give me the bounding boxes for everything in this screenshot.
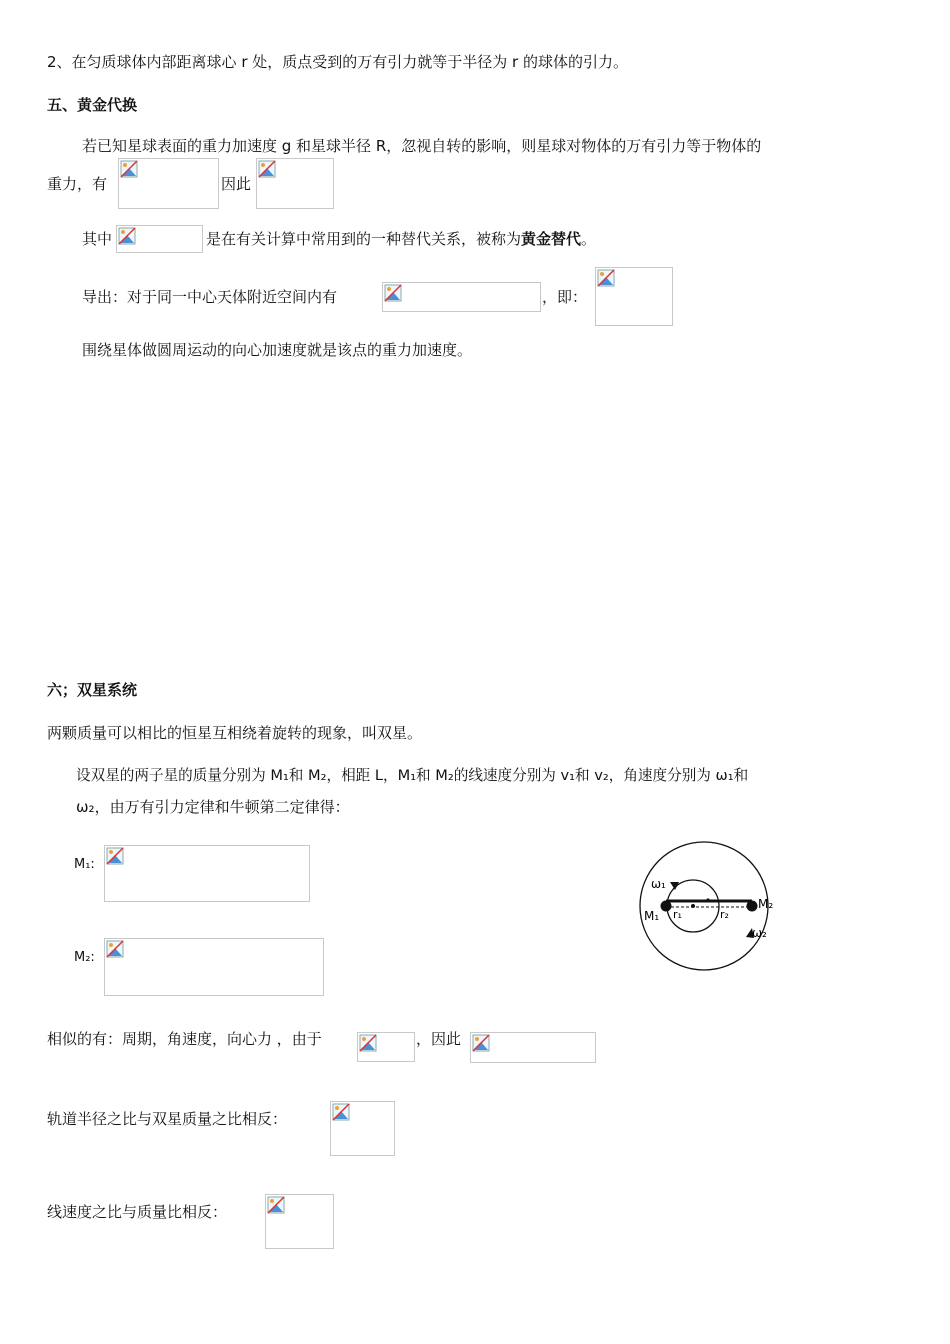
sec5-para1-line1: 若已知星球表面的重力加速度 g 和星球半径 R，忽视自转的影响，则星球对物体的万有引力等于物体的 [82, 137, 762, 155]
omega1-arrow-icon [670, 882, 679, 890]
broken-image-icon [359, 1034, 377, 1052]
formula-image-placeholder [116, 225, 203, 253]
similar-quantities-text: 相似的有：周期，角速度，向心力 ，由于 [47, 1030, 322, 1048]
broken-image-icon [258, 160, 276, 178]
speed-ratio-text: 线速度之比与质量比相反： [47, 1203, 228, 1221]
omega2-label: ω₂ [752, 926, 767, 940]
broken-image-icon [106, 847, 124, 865]
m1-equation-label: M₁: [74, 857, 95, 872]
golden-substitution-term: 黄金替代 [521, 230, 582, 248]
formula-image-placeholder [382, 282, 541, 312]
broken-image-icon [118, 227, 136, 245]
sec6-para2-line1: 设双星的两子星的质量分别为 M₁和 M₂，相距 L，M₁和 M₂的线速度分别为 v₁和 v₂，角速度分别为 ω₁和 [76, 767, 749, 784]
broken-image-icon [472, 1034, 490, 1052]
point-2-text: 2、在匀质球体内部距离球心 r 处，质点受到的万有引力就等于半径为 r 的球体的引力。 [47, 53, 628, 71]
m1-label: M₁ [644, 909, 660, 923]
sec5-para2b: 是在有关计算中常用到的一种替代关系，被称为黄金替代。 [206, 230, 597, 248]
r2-label: r₂ [720, 908, 729, 921]
section-5-heading: 五、黄金代换 [47, 96, 138, 114]
broken-image-icon [106, 940, 124, 958]
section-6-heading: 六；双星系统 [47, 681, 138, 699]
r1-label: r₁ [673, 908, 682, 921]
broken-image-icon [597, 269, 615, 287]
center-dot [706, 898, 709, 901]
formula-image-placeholder [118, 158, 219, 209]
sec5-para2a: 其中 [82, 230, 113, 248]
sec5-para4: 围绕星体做圆周运动的向心加速度就是该点的重力加速度。 [82, 341, 473, 359]
star-m2 [747, 901, 758, 912]
binary-star-diagram [624, 838, 784, 976]
formula-image-placeholder [256, 158, 334, 209]
formula-image-placeholder [470, 1032, 596, 1063]
formula-image-placeholder [330, 1101, 395, 1156]
broken-image-icon [267, 1196, 285, 1214]
formula-image-placeholder [265, 1194, 334, 1249]
therefore-text: ，因此 [416, 1030, 462, 1048]
sec6-para2-line2: ω₂，由万有引力定律和牛顿第二定律得： [76, 798, 350, 816]
sec5-para3b: ，即： [542, 288, 588, 306]
broken-image-icon [384, 284, 402, 302]
formula-image-placeholder [104, 938, 324, 996]
radius-ratio-text: 轨道半径之比与双星质量之比相反： [47, 1110, 288, 1128]
broken-image-icon [120, 160, 138, 178]
formula-image-placeholder [357, 1032, 415, 1062]
formula-image-placeholder [595, 267, 673, 326]
formula-image-placeholder [104, 845, 310, 902]
sec6-para1: 两颗质量可以相比的恒星互相绕着旋转的现象，叫双星。 [47, 724, 423, 742]
star-m1 [661, 901, 672, 912]
m2-equation-label: M₂: [74, 950, 95, 965]
sec5-para1-line2a: 重力，有 [47, 175, 108, 193]
sec5-para3a: 导出：对于同一中心天体附近空间内有 [82, 288, 338, 306]
m2-label: M₂ [758, 897, 774, 911]
broken-image-icon [332, 1103, 350, 1121]
sec5-para1-line2b: 因此 [221, 175, 252, 193]
omega1-label: ω₁ [651, 877, 666, 891]
center-of-mass [691, 904, 695, 908]
